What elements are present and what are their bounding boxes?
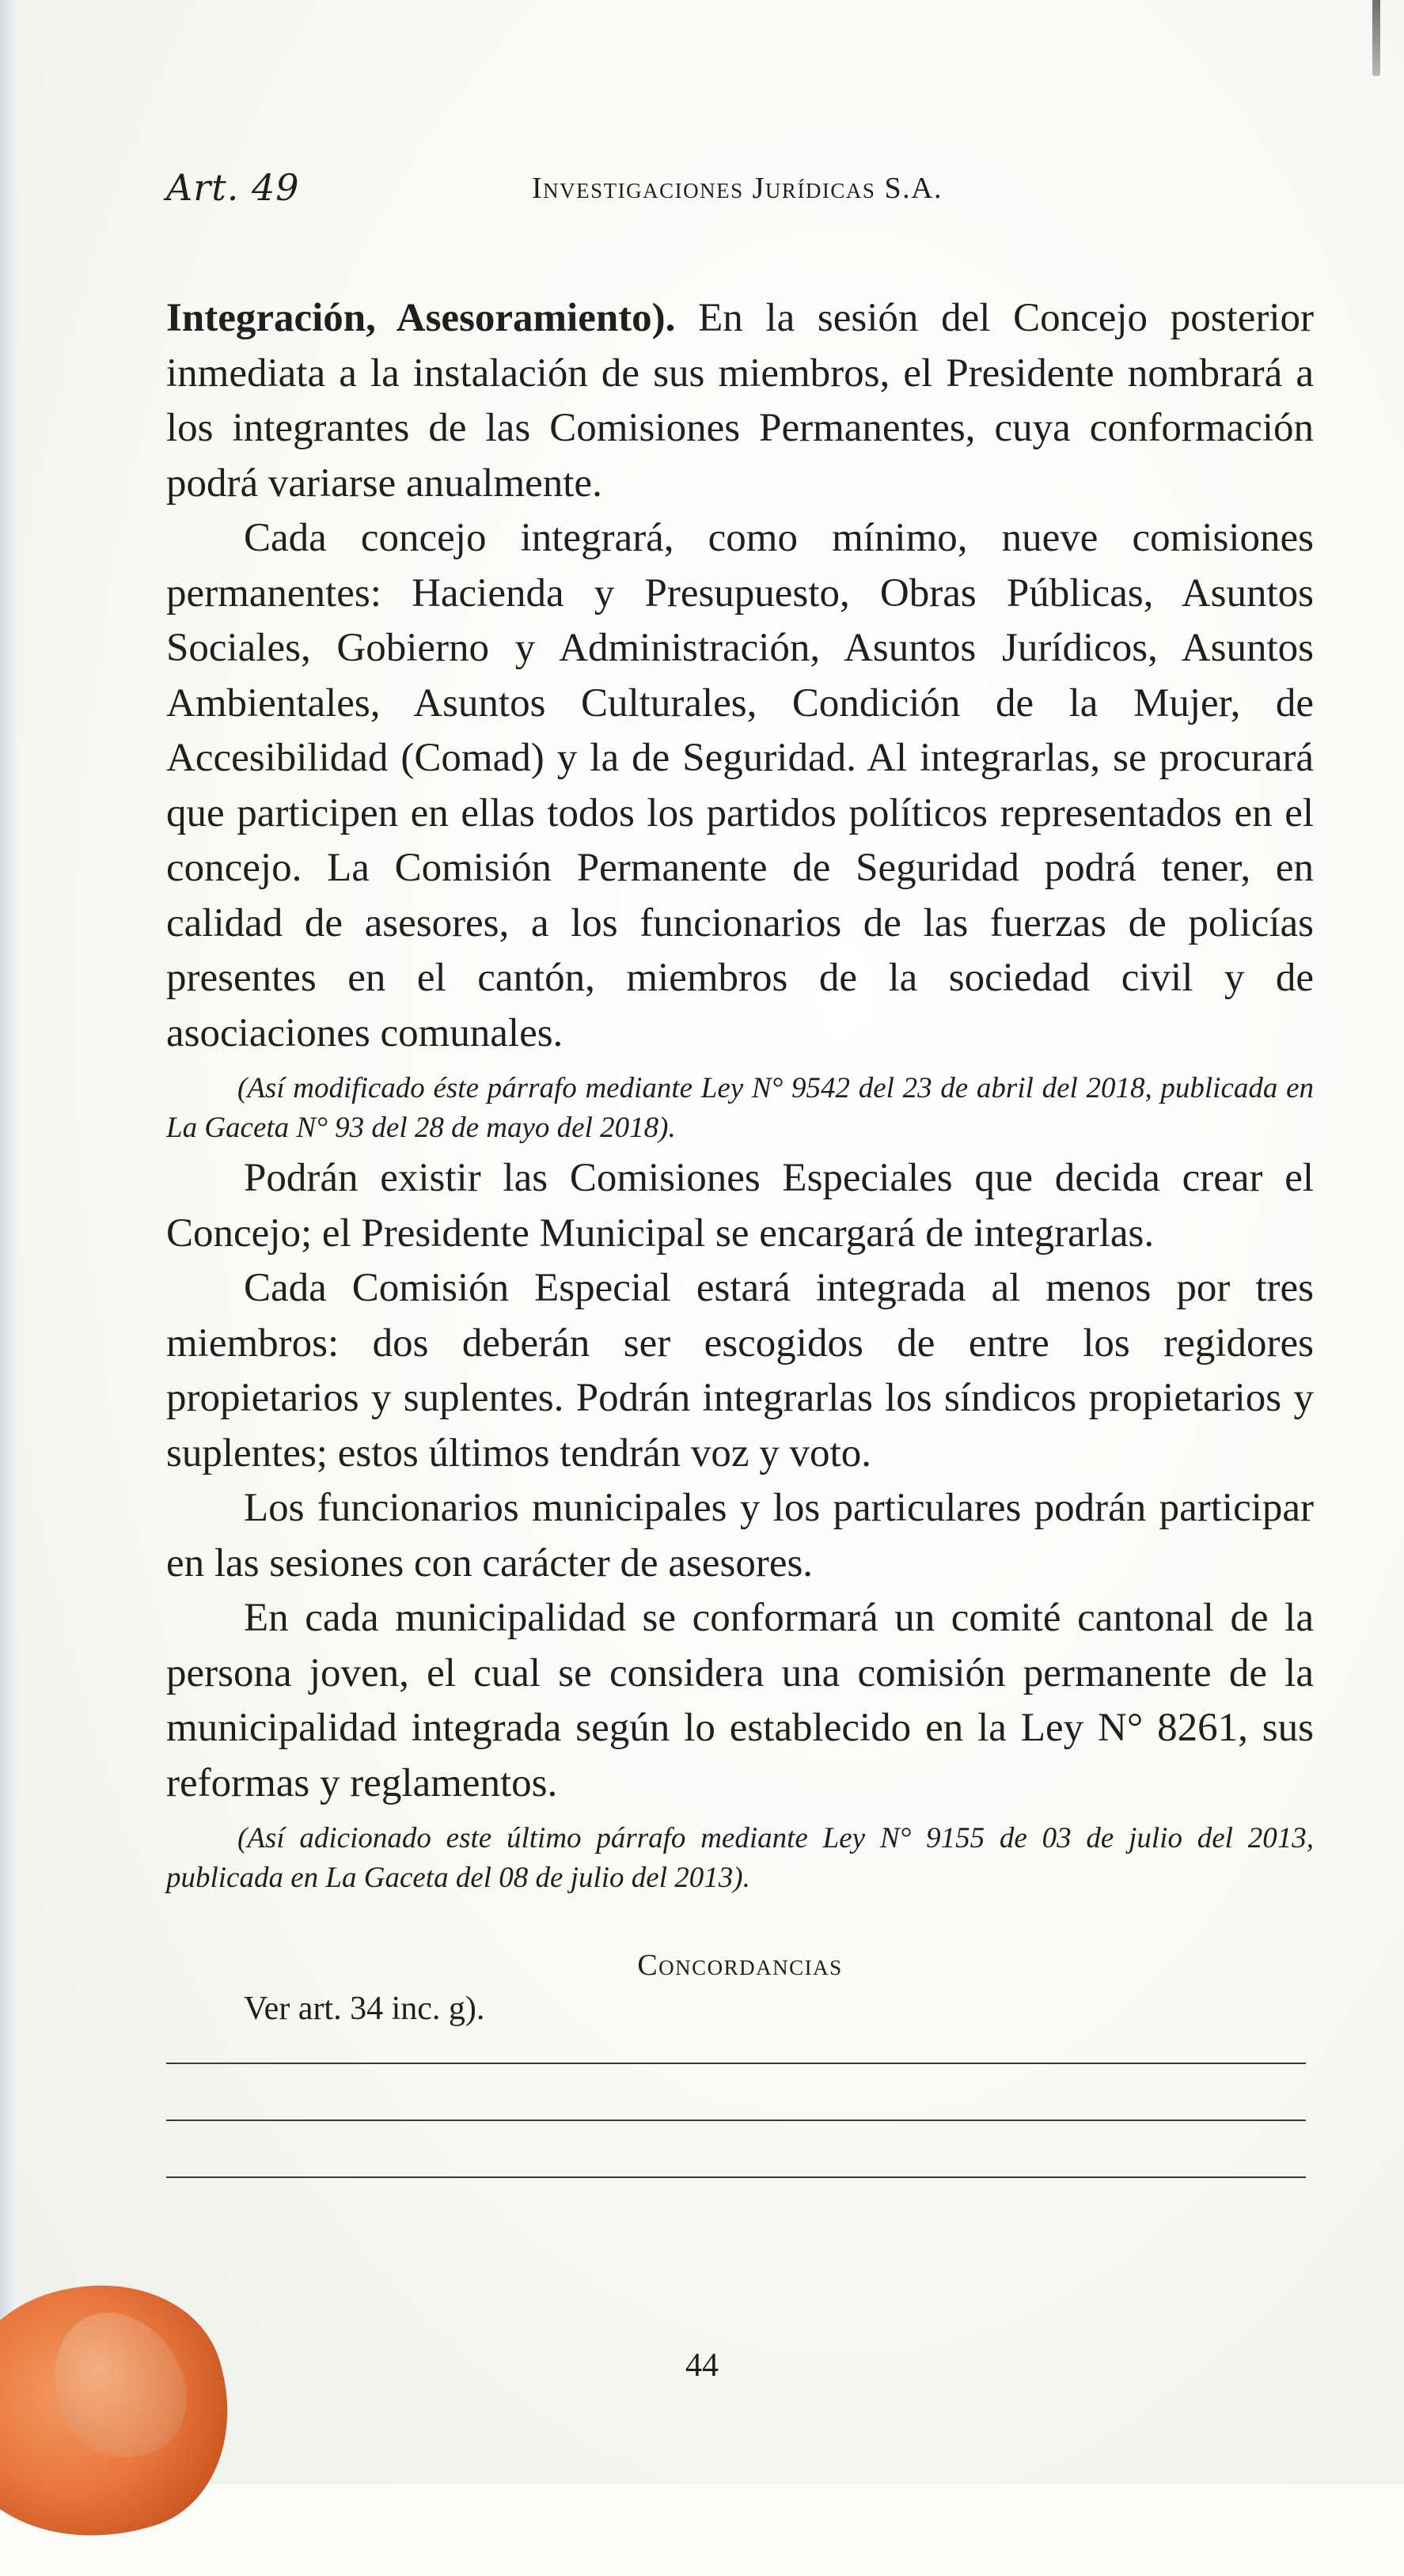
page-header: [166, 166, 1306, 222]
note-line: [166, 2176, 1306, 2178]
page-body: [166, 291, 1314, 2233]
amendment-note-2: (Así adicionado este último párrafo mediante Ley N° 9155 de 03 de julio del 2013, publicada en La Gaceta del 08 de julio del 2013).: [166, 1822, 1314, 1894]
running-head: Investigaciones Jurídicas S.A.: [532, 172, 943, 205]
note-lines: [166, 2063, 1314, 2178]
amendment-note-1: (Así modificado éste párrafo mediante Ley N° 9542 del 23 de abril del 2018, publicada en La Gaceta N° 93 del 28 de mayo del 2018).: [166, 1072, 1314, 1144]
page-edge-shadow: [0, 0, 21, 2484]
paragraph-1-text: En la sesión del Concejo posterior inmediata a la instalación de sus miembros, el Presidente nombrará a los integrantes de las Comisiones Permanentes, cuya conformación podrá variarse anualmente.: [166, 296, 1314, 506]
note-line: [166, 2063, 1306, 2064]
paragraph-6: En cada municipalidad se conformará un comité cantonal de la persona joven, el cual se considera una comisión permanente de la municipalidad integrada según lo establecido en la Ley N° 8261, sus reformas y reglamentos.: [166, 1596, 1314, 1805]
paragraph-5: Los funcionarios municipales y los particulares podrán participar en las sesiones con carácter de asesores.: [166, 1486, 1314, 1585]
article-number: Art. 49: [166, 166, 300, 209]
paragraph-lead: Integración, Asesoramiento).: [166, 296, 676, 340]
paragraph-4: Cada Comisión Especial estará integrada al menos por tres miembros: dos deberán ser escogidos de entre los regidores propietarios y suplentes. Podrán integrarlas los síndicos propietarios y suplentes; estos últimos tendrán voz y voto.: [166, 1266, 1314, 1476]
concordancias-title: Concordancias: [637, 1949, 843, 1982]
paragraph-1: [166, 291, 1314, 511]
note-line: [166, 2120, 1306, 2121]
page-corner-mark: [1372, 0, 1380, 76]
paragraph-2: Cada concejo integrará, como mínimo, nueve comisiones permanentes: Hacienda y Presupuesto, Obras Públicas, Asuntos Sociales, Gobierno y Administración, Asuntos Jurídicos, Asuntos Ambientales, Asuntos Culturales, Condición de la Mujer, de Accesibilidad (Comad) y la de Seguridad. Al integrarlas, se procurará que participen en ellas todos los partidos políticos representados en el concejo. La Comisión Permanente de Seguridad podrá tener, en calidad de asesores, a los funcionarios de las fuerzas de policías presentes en el cantón, miembros de la sociedad civil y de asociaciones comunales.: [166, 516, 1314, 1055]
paragraph-3: Podrán existir las Comisiones Especiales que decida crear el Concejo; el Presidente Municipal se encargará de integrarlas.: [166, 1156, 1314, 1256]
page-number: 44: [685, 2347, 719, 2384]
concordancias-reference: Ver art. 34 inc. g).: [244, 1991, 485, 2027]
